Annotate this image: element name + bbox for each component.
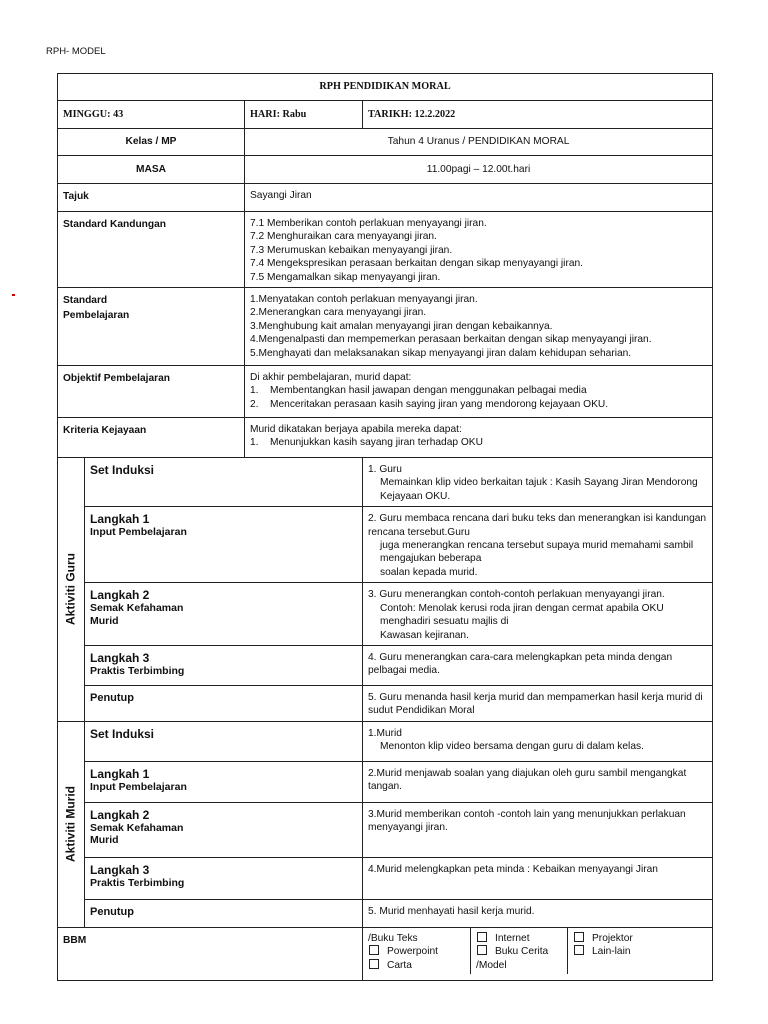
criteria-list [245,418,713,458]
bbm-item: Lain-lain [573,945,707,958]
bbm-column-1 [363,928,470,974]
student-row-content: 3.Murid memberikan contoh -contoh lain yang menunjukkan perlakuan menyayangi jiran. [363,802,713,857]
bbm-item: Buku Cerita [476,945,562,958]
list-item: 1.Menyatakan contoh perlakuan menyayangi jiran. [250,294,478,306]
student-row-content: 4.Murid melengkapkan peta minda : Kebaikan menyayangi Jiran [363,857,713,899]
checkbox-icon[interactable] [477,932,487,942]
checkbox-icon[interactable] [574,932,584,942]
bbm-column-2 [470,928,567,974]
document-header-label: RPH- MODEL [46,46,106,57]
teacher-activity-section-label: Aktiviti Guru [58,458,85,722]
lesson-plan-table [57,73,713,981]
list-item: 7.2 Menghuraikan cara menyayangi jiran. [250,231,437,243]
student-row-content: 2.Murid menjawab soalan yang diajukan oleh guru sambil mengangkat tangan. [363,761,713,802]
date-cell: TARIKH: 12.2.2022 [363,101,713,129]
checkbox-icon[interactable] [369,959,379,969]
teacher-row-content: 2. Guru membaca rencana dari buku teks dan menerangkan isi kandungan rencana tersebut.Guru juga menerangkan rencana tersebut supaya murid memahami sambil mengajukan beberapa soalan kepada murid. [363,507,713,583]
class-value: Tahun 4 Uranus / PENDIDIKAN MORAL [245,129,713,156]
checkbox-icon[interactable] [477,945,487,955]
teacher-row-title: Langkah 1 Input Pembelajaran [85,507,363,583]
student-row-title: Langkah 2 Semak Kefahaman Murid [85,802,363,857]
bbm-item: Internet [476,932,562,945]
standard-content-label: Standard Kandungan [58,212,245,288]
bbm-label: BBM [58,927,363,980]
student-row-title: Set Induksi [85,721,363,761]
student-activity-section-label: Aktiviti Murid [58,721,85,927]
list-item: 2.Menerangkan cara menyayangi jiran. [250,307,427,319]
teacher-row-content: 1. Guru Memainkan klip video berkaitan tajuk : Kasih Sayang Jiran Mendorong Kejayaan OKU. [363,458,713,507]
student-row-title: Langkah 1 Input Pembelajaran [85,761,363,802]
teacher-row-content: 3. Guru menerangkan contoh-contoh perlakuan menyayangi jiran. Contoh: Menolak kerusi roda jiran dengan cermat apabila OKU menghadiri sesuatu majlis di Kawasan kejiranan. [363,583,713,646]
teacher-row-title: Langkah 2 Semak Kefahaman Murid [85,583,363,646]
topic-label: Tajuk [58,184,245,212]
margin-mark [12,294,15,296]
standard-content-list [245,212,713,288]
list-item: 1. Menunjukkan kasih sayang jiran terhadap OKU [250,437,483,449]
standard-learning-label: Standard Pembelajaran [58,288,245,366]
time-value: 11.00pagi – 12.00t.hari [245,156,713,184]
objective-list [245,366,713,418]
teacher-row-title: Langkah 3 Praktis Terbimbing [85,645,363,685]
list-item: 7.4 Mengekspresikan perasaan berkaitan dengan sikap menyayangi jiran. [250,258,583,270]
checkbox-icon[interactable] [369,945,379,955]
class-label: Kelas / MP [58,129,245,156]
student-row-content: 1.Murid Menonton klip video bersama dengan guru di dalam kelas. [363,721,713,761]
list-item: 7.1 Memberikan contoh perlakuan menyayangi jiran. [250,218,487,229]
day-cell: HARI: Rabu [245,101,363,129]
criteria-label: Kriteria Kejayaan [58,418,245,458]
student-row-content: 5. Murid menhayati hasil kerja murid. [363,899,713,927]
teacher-row-content: 4. Guru menerangkan cara-cara melengkapkan peta minda dengan pelbagai media. [363,645,713,685]
list-item: 1. Membentangkan hasil jawapan dengan menggunakan pelbagai media [250,385,587,397]
list-item: 5.Menghayati dan melaksanakan sikap menyayangi jiran dalam kehidupan seharian. [250,347,632,359]
standard-learning-list [245,288,713,366]
student-row-title: Penutup [85,899,363,927]
bbm-item: Projektor [573,932,707,945]
bbm-column-3 [567,928,712,974]
bbm-item: Carta [368,959,465,972]
list-item: 2. Menceritakan perasaan kasih saying jiran yang mendorong kejayaan OKU. [250,398,609,410]
objective-intro: Di akhir pembelajaran, murid dapat: [250,372,412,384]
teacher-row-content: 5. Guru menanda hasil kerja murid dan mempamerkan hasil kerja murid di sudut Pendidikan Moral [363,685,713,721]
teacher-row-title: Set Induksi [85,458,363,507]
list-item: 3.Menghubung kait amalan menyayangi jiran dengan kebaikannya. [250,320,553,332]
objective-label: Objektif Pembelajaran [58,366,245,418]
time-label: MASA [58,156,245,184]
list-item: 7.3 Merumuskan kebaikan menyayangi jiran. [250,244,453,256]
checkbox-icon[interactable] [574,945,584,955]
bbm-options [363,927,713,980]
bbm-item: Powerpoint [368,945,465,958]
list-item: 4.Mengenalpasti dan mempemerkan perasaan berkaitan dengan sikap menyayangi jiran. [250,334,652,346]
teacher-row-title: Penutup [85,685,363,721]
bbm-item: /Buku Teks [368,932,418,944]
week-cell: MINGGU: 43 [58,101,245,129]
list-item: 7.5 Mengamalkan sikap menyayangi jiran. [250,271,441,283]
criteria-intro: Murid dikatakan berjaya apabila mereka dapat: [250,424,462,436]
student-row-title: Langkah 3 Praktis Terbimbing [85,857,363,899]
bbm-item: /Model [476,959,507,971]
plan-title: RPH PENDIDIKAN MORAL [58,74,713,101]
topic-value: Sayangi Jiran [245,184,713,212]
